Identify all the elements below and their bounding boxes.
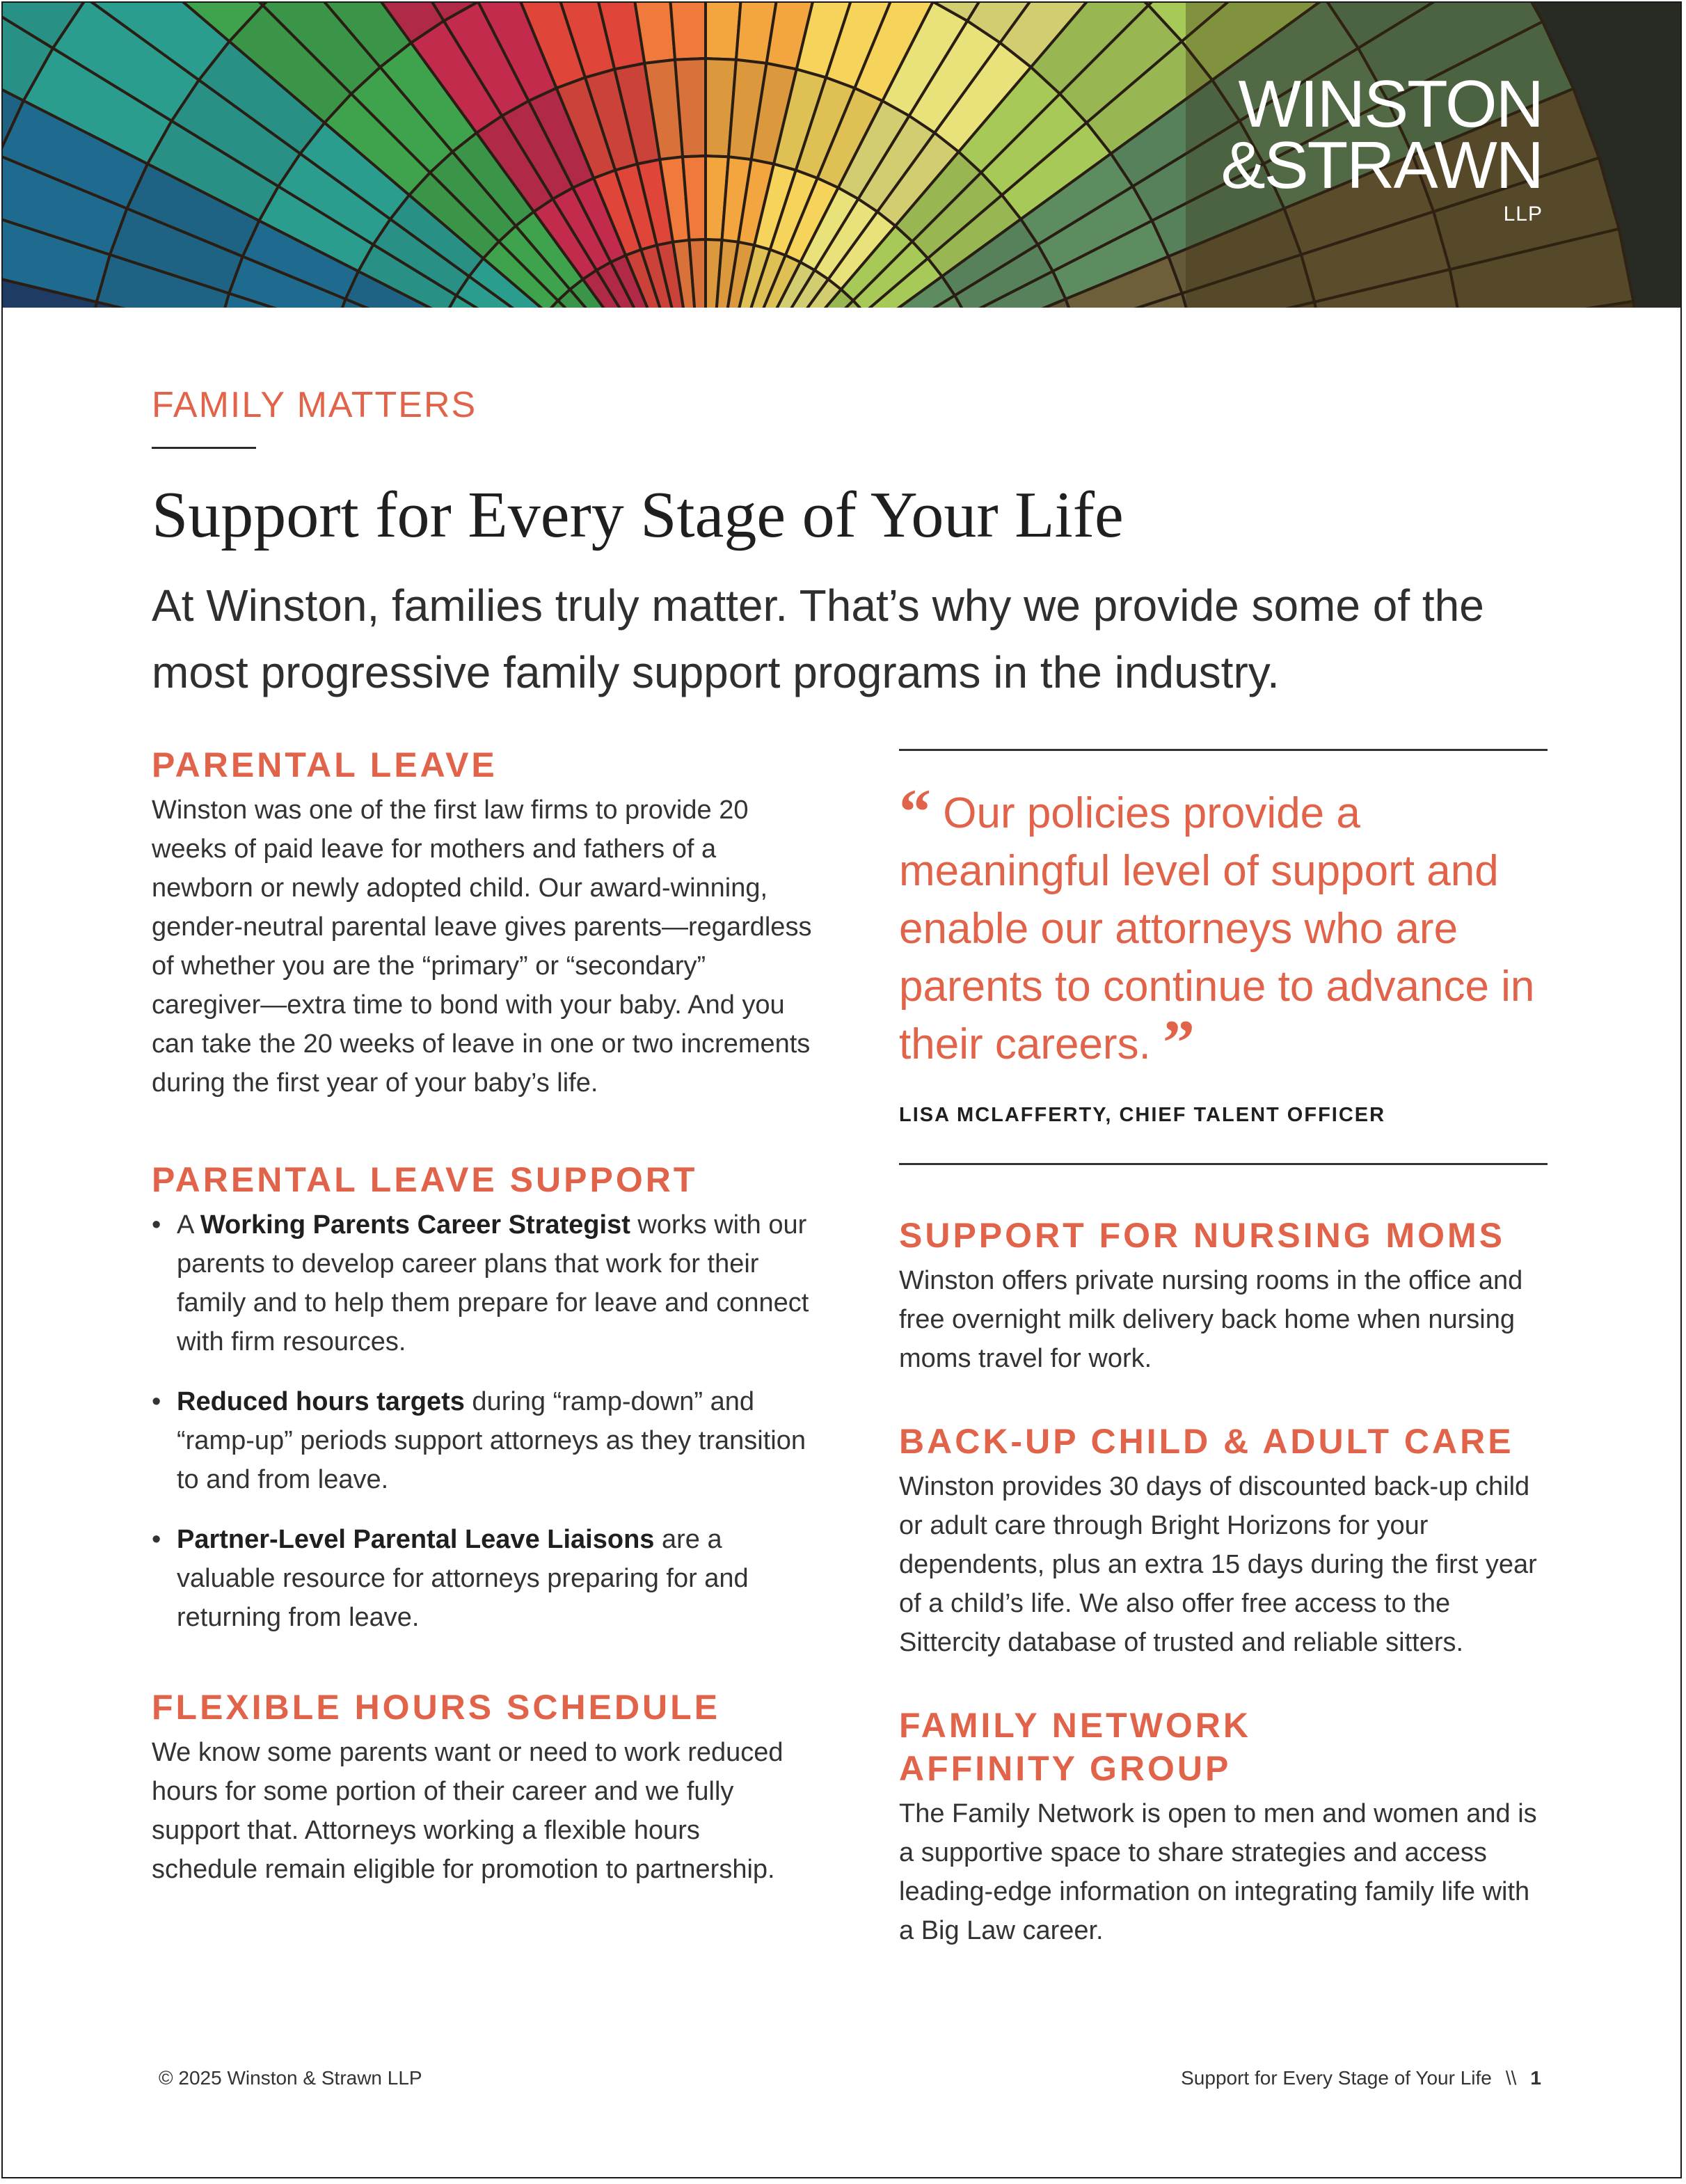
intro-paragraph: At Winston, families truly matter. That’s why we provide some of the most progressive family support programs in the industry.: [152, 580, 1484, 697]
close-quote-mark: ”: [1163, 1007, 1195, 1078]
footer-doc-title: Support for Every Stage of Your Life: [1181, 2067, 1492, 2089]
quote-text: Our policies provide a meaningful level of support and enable our attorneys who are parents to continue to advance in their careers.: [899, 789, 1535, 1068]
open-quote-mark: “: [899, 776, 931, 847]
flexible-hours-heading: FLEXIBLE HOURS SCHEDULE: [152, 1688, 721, 1727]
page-number: 1: [1530, 2067, 1541, 2089]
logo-line-1: WINSTON: [1238, 67, 1543, 141]
backup-care-body: Winston provides 30 days of discounted back-up child or adult care through Bright Horizons for your dependents, plus an extra 15 days during the first year of a child’s life. We also offer free access to the Sittercity database of trusted and reliable sitters.: [899, 1472, 1537, 1657]
footer-copyright: © 2025 Winston & Strawn LLP: [159, 2067, 422, 2089]
quote-attribution: LISA MCLAFFERTY, CHIEF TALENT OFFICER: [899, 1104, 1386, 1126]
logo-line-2: &STRAWN: [1220, 128, 1543, 203]
nursing-heading: SUPPORT FOR NURSING MOMS: [899, 1216, 1506, 1255]
leave-support-list: [152, 1205, 813, 1637]
section-kicker: FAMILY MATTERS: [152, 385, 477, 425]
footer-separator: \\: [1505, 2067, 1517, 2089]
page-title: Support for Every Stage of Your Life: [152, 479, 1124, 551]
list-item: • A Working Parents Career Strategist works with our parents to develop career plans that work for their family and to help them prepare for leave and connect with firm resources.: [152, 1205, 813, 1361]
family-network-body: The Family Network is open to men and women and is a supportive space to share strategies and access leading-edge information on integrating family life with a Big Law career.: [899, 1799, 1537, 1945]
left-column: [152, 743, 813, 1889]
kicker-divider: [152, 447, 256, 449]
right-column: [899, 749, 1548, 1950]
logo-line-3: LLP: [1503, 203, 1543, 225]
hero-balloon-image: [3, 3, 1680, 308]
parental-leave-heading: PARENTAL LEAVE: [152, 745, 498, 784]
nursing-body: Winston offers private nursing rooms in the office and free overnight milk delivery back home when nursing moms travel for work.: [899, 1266, 1523, 1373]
backup-care-heading: BACK-UP CHILD & ADULT CARE: [899, 1422, 1514, 1461]
quote-top-divider: [899, 749, 1548, 751]
family-network-heading: FAMILY NETWORK AFFINITY GROUP: [899, 1706, 1252, 1788]
page: [1, 1, 1682, 2178]
list-item: • Reduced hours targets during “ramp-down” and “ramp-up” periods support attorneys as they transition to and from leave.: [152, 1382, 813, 1499]
footer-page-info: [1181, 2067, 1541, 2089]
flexible-hours-body: We know some parents want or need to work reduced hours for some portion of their career and we fully support that. Attorneys working a flexible hours schedule remain eligible for promotion to partnership.: [152, 1738, 784, 1884]
pull-quote: [899, 776, 1548, 1078]
leave-support-heading: PARENTAL LEAVE SUPPORT: [152, 1160, 698, 1199]
list-item: • Partner-Level Parental Leave Liaisons are a valuable resource for attorneys preparing for and returning from leave.: [152, 1520, 813, 1637]
parental-leave-body: Winston was one of the first law firms to provide 20 weeks of paid leave for mothers and fathers of a newborn or newly adopted child. Our award-winning, gender-neutral parental leave gives parents—regardless of whether you are the “primary” or “secondary” caregiver—extra time to bond with your baby. And you can take the 20 weeks of leave in one or two increments during the first year of your baby’s life.: [152, 796, 812, 1098]
firm-logo: [1220, 67, 1543, 228]
